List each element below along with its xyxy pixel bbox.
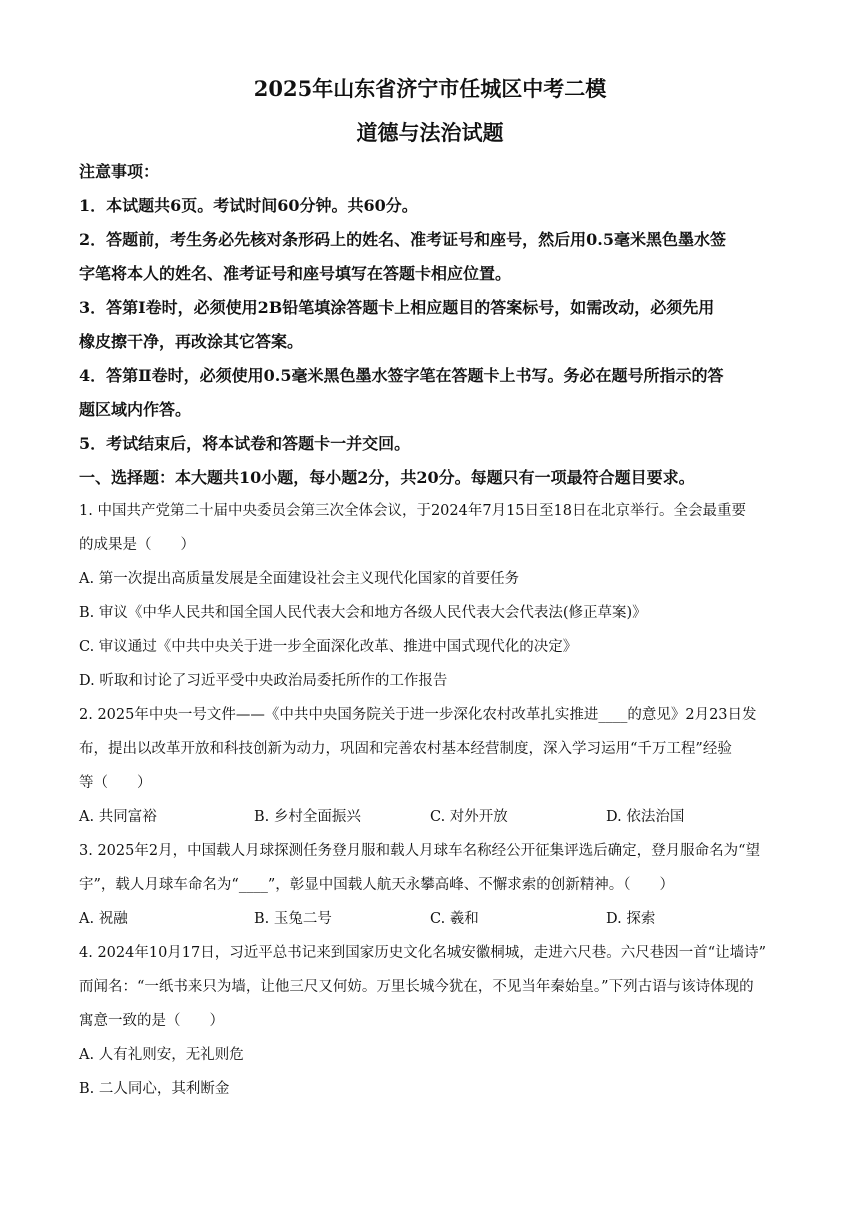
question-3-option-b: B. 玉兔二号 <box>254 911 332 927</box>
question-4-option-a: A. 人有礼则安，无礼则危 <box>79 1047 244 1063</box>
question-1-option-b: B. 审议《中华人民共和国全国人民代表大会和地方各级人民代表大会代表法(修正草案)》 <box>79 605 647 621</box>
question-2-option-b: B. 乡村全面振兴 <box>254 809 361 825</box>
question-4-text-end: 寓意一致的是（ ） <box>79 1013 224 1029</box>
question-3-option-c: C. 羲和 <box>430 911 479 927</box>
question-2-text-end: 等（ ） <box>79 775 152 791</box>
notice-item-3: 3．答第Ⅰ卷时，必须使用2B铅笔填涂答题卡上相应题目的答案标号，如需改动，必须先用 <box>79 298 715 317</box>
question-1-option-a: A. 第一次提出高质量发展是全面建设社会主义现代化国家的首要任务 <box>79 571 520 587</box>
question-4-text-cont: 而闻名：“一纸书来只为墙，让他三尺又何妨。万里长城今犹在，不见当年秦始皇。”下列古语与该诗体现的 <box>79 979 754 995</box>
notice-item-4-cont: 题区域内作答。 <box>79 400 192 419</box>
question-1-option-d: D. 听取和讨论了习近平受中央政治局委托所作的工作报告 <box>79 673 448 689</box>
page-title: 2025年山东省济宁市任城区中考二模 <box>253 76 607 101</box>
question-1-option-c: C. 审议通过《中共中央关于进一步全面深化改革、推进中国式现代化的决定》 <box>79 639 578 655</box>
question-2-text: 2. 2025年中央一号文件——《中共中央国务院关于进一步深化农村改革扎实推进____的意见》2月23日发 <box>79 707 757 723</box>
notice-item-1: 1．本试题共6页。考试时间60分钟。共60分。 <box>79 196 418 215</box>
question-4-text: 4. 2024年10月17日，习近平总书记来到国家历史文化名城安徽桐城，走进六尺巷。六尺巷因一首“让墙诗” <box>79 945 767 961</box>
question-4-option-b: B. 二人同心，其利断金 <box>79 1081 230 1097</box>
notice-heading: 注意事项： <box>79 162 160 181</box>
notice-item-2: 2．答题前，考生务必先核对条形码上的姓名、准考证号和座号，然后用0.5毫米黑色墨水签 <box>79 230 726 249</box>
question-3-option-a: A. 祝融 <box>79 911 128 927</box>
page-subtitle: 道德与法治试题 <box>356 120 504 145</box>
question-3-text-cont: 宇”，载人月球车命名为“____”，彰显中国载人航天永攀高峰、不懈求索的创新精神。（ ） <box>79 877 674 893</box>
notice-item-3-cont: 橡皮擦干净，再改涂其它答案。 <box>79 332 304 351</box>
question-1-text-cont: 的成果是（ ） <box>79 537 195 553</box>
question-2-option-c: C. 对外开放 <box>430 809 508 825</box>
question-3-option-d: D. 探索 <box>606 911 656 927</box>
section-heading: 一、选择题：本大题共10小题，每小题2分，共20分。每题只有一项最符合题目要求。 <box>79 468 695 487</box>
notice-item-2-cont: 字笔将本人的姓名、准考证号和座号填写在答题卡相应位置。 <box>79 264 512 283</box>
notice-item-5: 5．考试结束后，将本试卷和答题卡一并交回。 <box>79 434 411 453</box>
question-2-option-d: D. 依法治国 <box>606 809 685 825</box>
notice-item-4: 4．答第Ⅱ卷时，必须使用0.5毫米黑色墨水签字笔在答题卡上书写。务必在题号所指示的答 <box>79 366 724 385</box>
question-2-option-a: A. 共同富裕 <box>79 809 157 825</box>
question-3-text: 3. 2025年2月，中国载人月球探测任务登月服和载人月球车名称经公开征集评选后确定，登月服命名为“望 <box>79 843 760 859</box>
question-1-text: 1. 中国共产党第二十届中央委员会第三次全体会议，于2024年7月15日至18日在北京举行。全会最重要 <box>79 503 746 519</box>
question-2-text-cont: 布，提出以改革开放和科技创新为动力，巩固和完善农村基本经营制度，深入学习运用“千万工程”经验 <box>79 741 732 757</box>
